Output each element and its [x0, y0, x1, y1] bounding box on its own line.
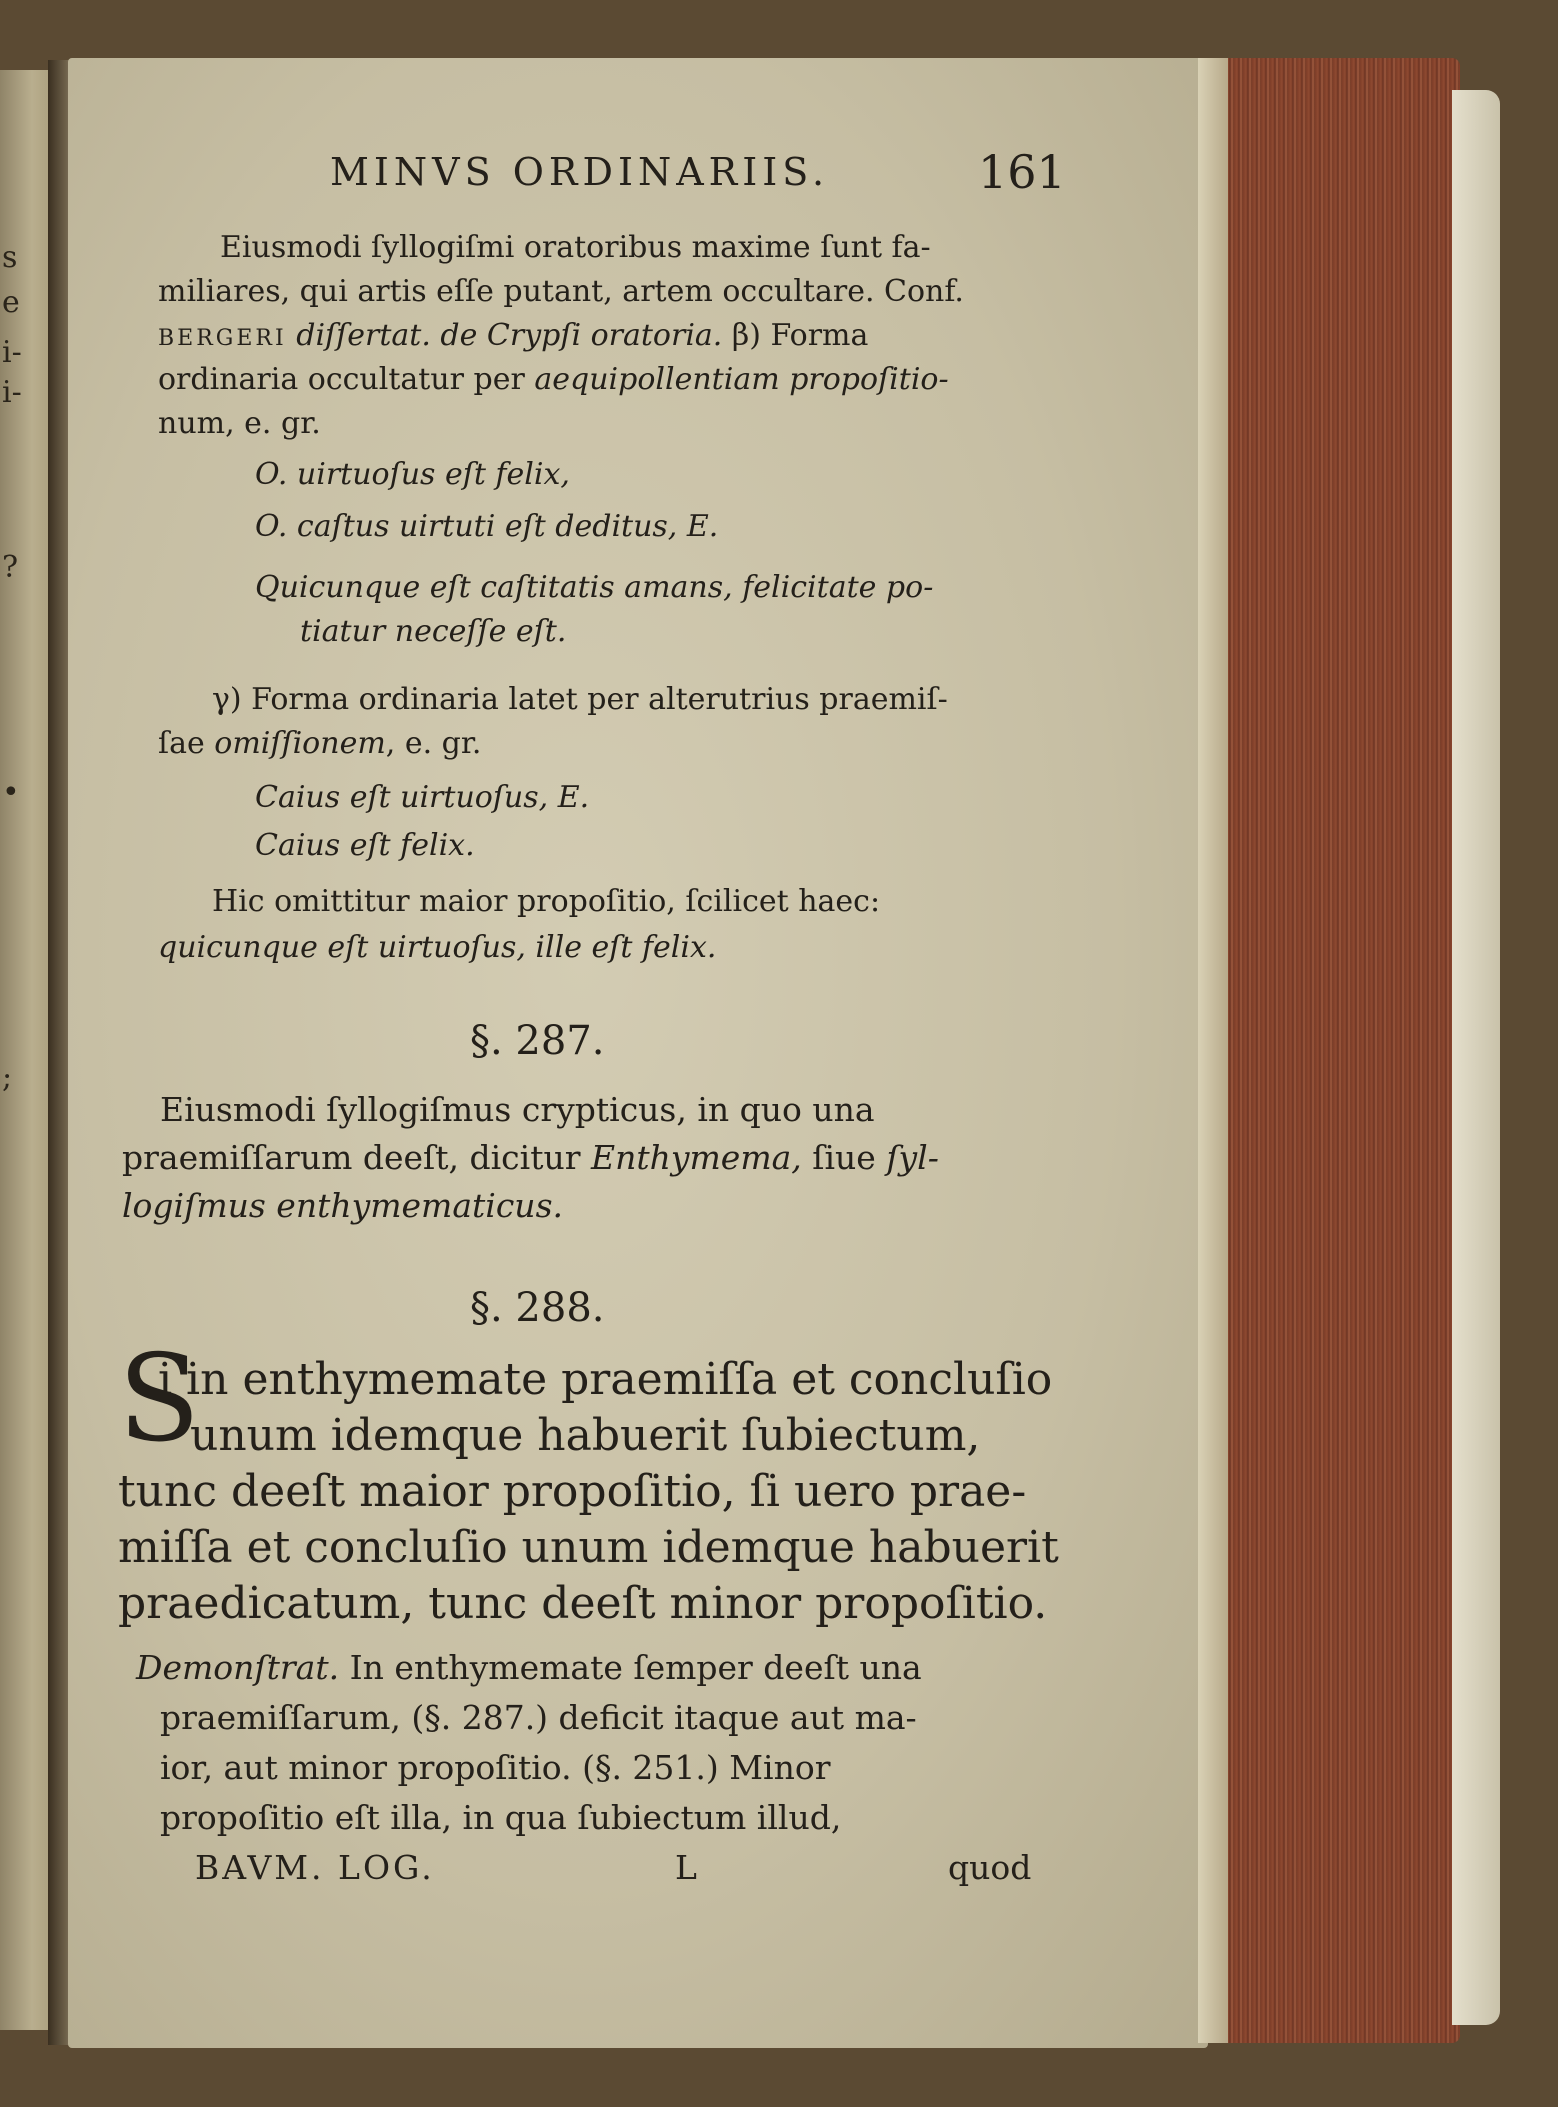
gathering-mark: L — [675, 1848, 697, 1887]
text-line: tunc deeſt maior propoſitio, ſi uero prae- — [118, 1466, 1027, 1517]
left-margin-fragment: i- — [2, 335, 22, 370]
proposition-tag: E. — [557, 780, 590, 815]
page-number: 161 — [978, 145, 1066, 199]
syllogism-line: O. uirtuoſus eſt felix, — [255, 457, 570, 492]
left-margin-fragment: s — [2, 240, 18, 275]
syllogism-line: Quicunque eſt caſtitatis amans, felicitate po- — [255, 570, 934, 605]
text-line — [136, 1646, 922, 1690]
left-margin-fragment: • — [2, 775, 20, 810]
italic-term: omiſſionem — [214, 726, 386, 761]
italic-term: Enthymema, — [591, 1138, 802, 1177]
italic-term: aequipollentiam propoſitio- — [534, 362, 949, 397]
enumeration-marker: β) Forma — [731, 318, 869, 353]
text-line — [158, 724, 481, 764]
text-line: γ) Forma ordinaria latet per alterutrius praemiſ- — [212, 682, 948, 717]
text-line: praedicatum, tunc deeſt minor propoſitio. — [118, 1578, 1048, 1629]
text-line: Eiusmodi ſyllogiſmus crypticus, in quo una — [160, 1090, 875, 1129]
text-line — [158, 360, 949, 400]
page-edges — [1198, 58, 1460, 2043]
signature-mark: BAVM. LOG. — [195, 1848, 435, 1887]
text-run: Caius eſt uirtuoſus, — [255, 780, 549, 815]
text-line: ior, aut minor propoſitio. (§. 251.) Minor — [160, 1748, 831, 1787]
author-name: BERGERI — [158, 326, 287, 351]
text-line: quicunque eſt uirtuoſus, ille eſt felix. — [158, 930, 717, 965]
syllogism-line: tiatur neceſſe eſt. — [300, 614, 567, 649]
drop-cap: S — [118, 1330, 201, 1469]
text-line — [122, 1136, 939, 1180]
text-run: ſae — [158, 726, 215, 761]
text-line: unum idemque habuerit ſubiectum, — [190, 1410, 981, 1461]
section-heading: §. 287. — [470, 1018, 605, 1064]
catchword: quod — [948, 1848, 1032, 1887]
text-run: In enthymemate ſemper deeſt una — [339, 1648, 922, 1687]
italic-term: ſyl- — [886, 1138, 939, 1177]
text-line: propoſitio eſt illa, in qua ſubiectum illud, — [160, 1798, 842, 1837]
text-run: praemiſſarum deeſt, dicitur — [122, 1138, 591, 1177]
text-run: O. caſtus uirtuti eſt deditus, — [255, 509, 678, 544]
left-margin-fragment: i- — [2, 375, 22, 410]
text-line: i in enthymemate praemiſſa et concluſio — [158, 1354, 1053, 1405]
text-run: , e. gr. — [385, 726, 482, 761]
text-line: num, e. gr. — [158, 406, 321, 441]
syllogism-line — [255, 507, 718, 547]
proposition-tag: E. — [686, 509, 719, 544]
page-edge-highlight — [1198, 58, 1228, 2043]
text-line: miſſa et concluſio unum idemque habuerit — [118, 1522, 1059, 1573]
left-margin-fragment: ; — [2, 1060, 13, 1095]
text-line: Eiusmodi ſyllogiſmi oratoribus maxime ſunt fa- — [220, 230, 931, 265]
section-heading: §. 288. — [470, 1285, 605, 1331]
text-line: logiſmus enthymematicus. — [122, 1186, 563, 1225]
work-title: diſſertat. de Crypſi oratoria. — [296, 318, 723, 353]
italic-term: Demonſtrat. — [136, 1648, 340, 1687]
syllogism-line: Caius eſt felix. — [255, 828, 475, 863]
book-cover — [1452, 90, 1500, 2025]
text-run: ſiue — [801, 1138, 887, 1177]
syllogism-line — [255, 778, 589, 818]
text-line — [158, 316, 868, 359]
text-line: praemiſſarum, (§. 287.) deficit itaque aut ma- — [160, 1698, 917, 1737]
left-margin-fragment: e — [2, 285, 20, 320]
left-margin-fragment: ? — [2, 550, 19, 585]
text-line: Hic omittitur maior propoſitio, ſcilicet haec: — [212, 884, 881, 919]
running-header: MINVS ORDINARIIS. — [330, 150, 830, 194]
text-line: miliares, qui artis eſſe putant, artem occultare. Conf. — [158, 274, 964, 309]
text-run: ordinaria occultatur per — [158, 362, 535, 397]
